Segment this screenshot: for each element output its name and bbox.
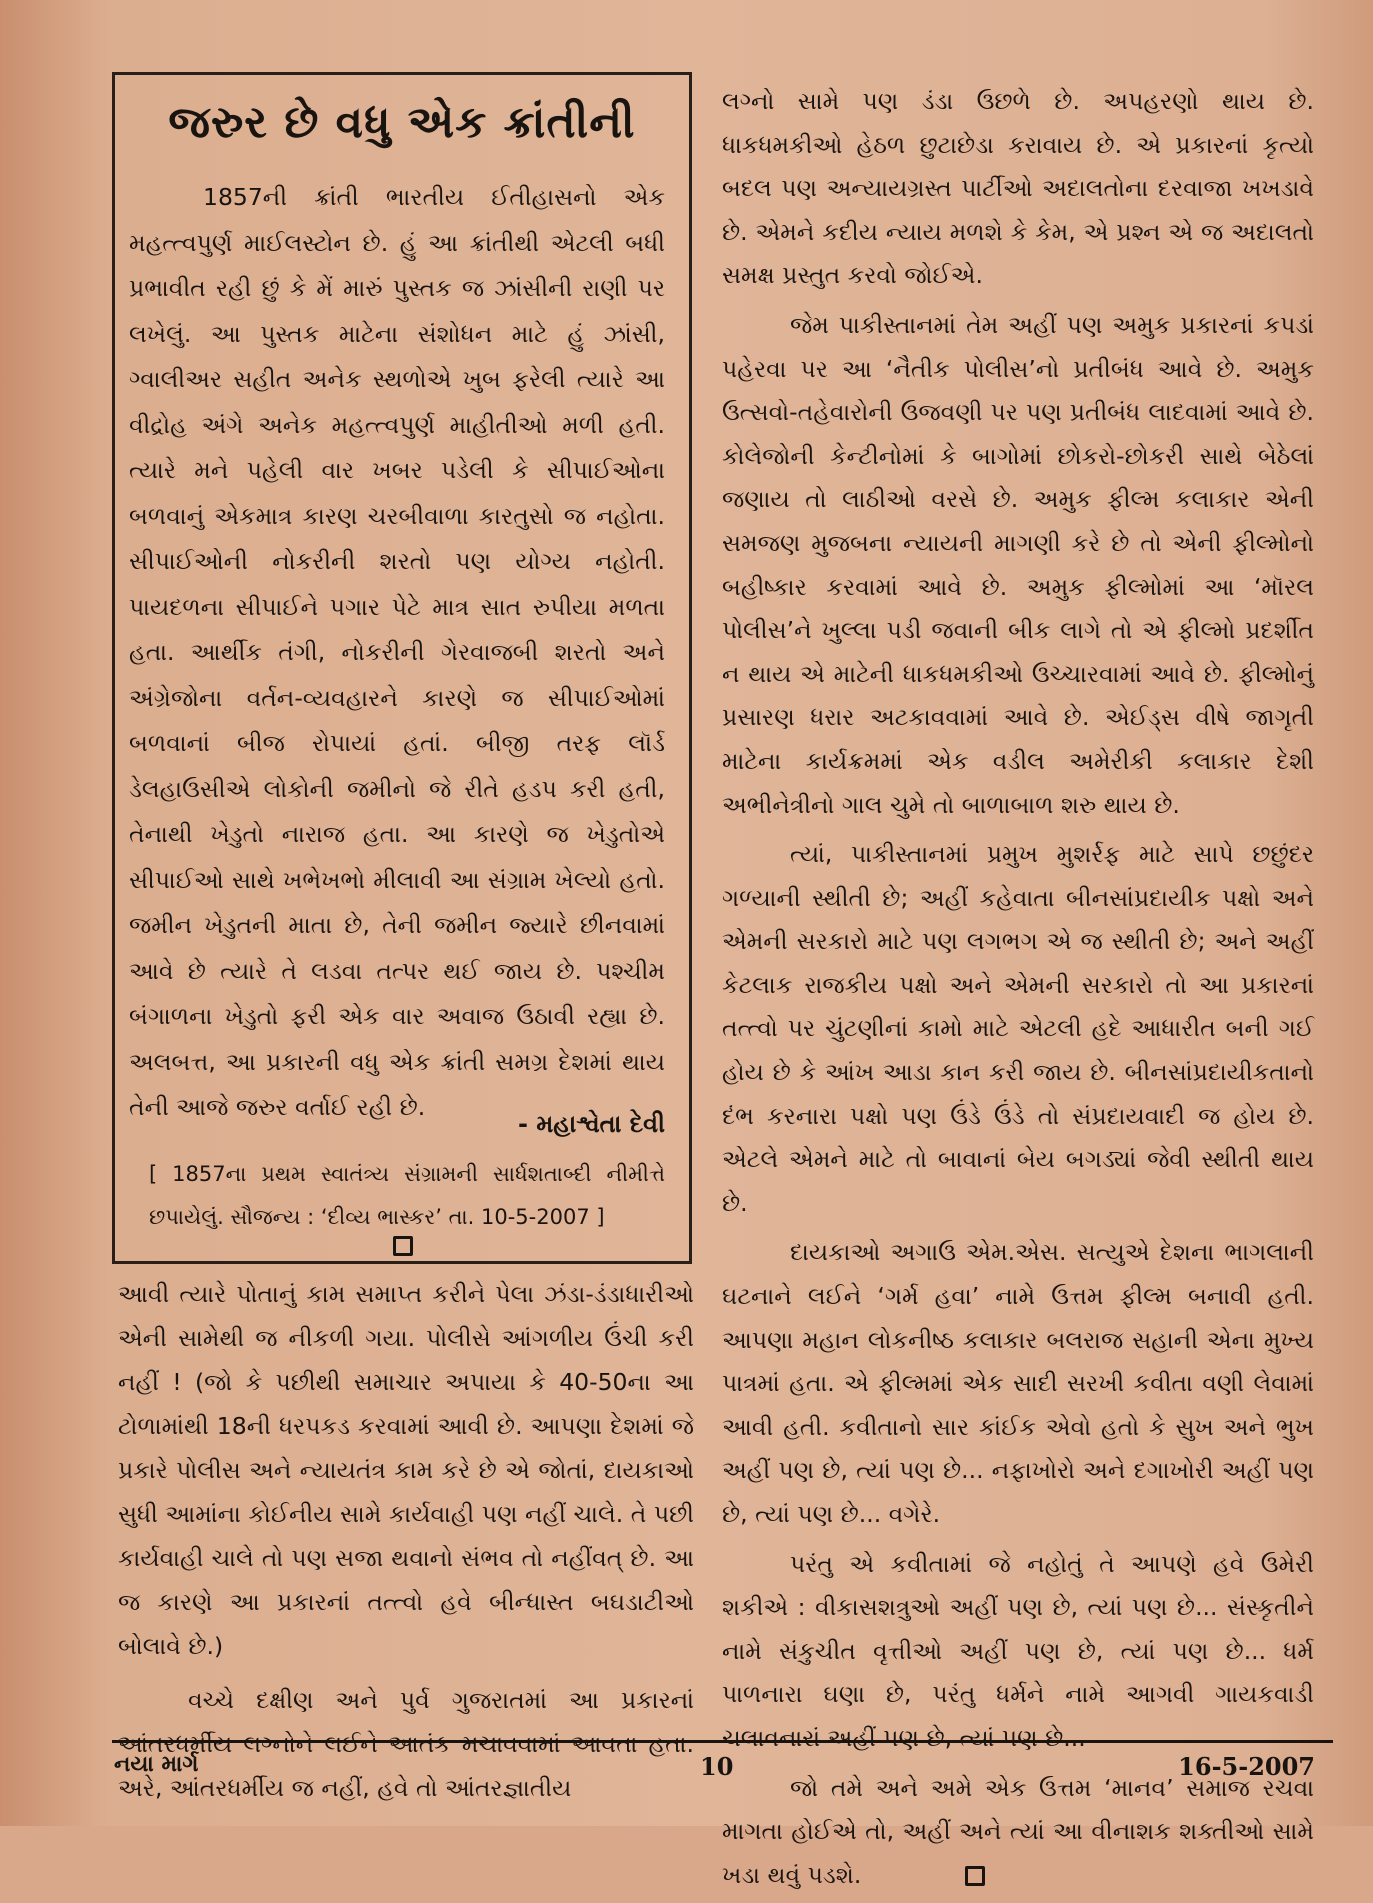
box-paragraph: 1857ની ક્રાંતી ભારતીય ઈતીહાસનો એક મહત્ત્વપુર્ણ માઈલસ્ટોન છે. હું આ ક્રાંતીથી એટલી બધી પ્રભાવીત રહી છું કે મેં મારું પુસ્તક જ ઝાંસીની રાણી પર લખેલું. આ પુસ્તક માટેના સંશોધન માટે હું ઝાંસી, ગ્વાલીઅર સહીત અનેક સ્થળોએ ખુબ ફરેલી ત્યારે આ વીદ્રોહ અંગે અનેક મહત્ત્વપુર્ણ માહીતીઓ મળી હતી. ત્યારે મને પહેલી વાર ખબર પડેલી કે સીપાઈઓના બળવાનું એકમાત્ર કારણ ચરબીવાળા કારતુસો જ નહોતા. સીપાઈઓની નોકરીની શરતો પણ યોગ્ય નહોતી. પાયદળના સીપાઈને પગાર પેટે માત્ર સાત રુપીયા મળતા હતા. આર્થીક તંગી, નોકરીની ગેરવાજબી શરતો અને અંગ્રેજોના વર્તન-વ્યવહારને કારણે જ સીપાઈઓમાં બળવાનાં બીજ રોપાયાં હતાં. બીજી તરફ લૉર્ડ ડેલહાઉસીએ લોકોની જમીનો જે રીતે હડપ કરી હતી, તેનાથી ખેડુતો નારાજ હતા. આ કારણે જ ખેડુતોએ સીપાઈઓ સાથે ખભેખભો મીલાવી આ સંગ્રામ ખેલ્યો હતો. જમીન ખેડુતની માતા છે, તેની જમીન જ્યારે છીનવામાં આવે છે ત્યારે તે લડવા તત્પર થઈ જાય છે. પશ્ચીમ બંગાળના ખેડુતો ફરી એક વાર અવાજ ઉઠાવી રહ્યા છે. અલબત્ત, આ પ્રકારની વધુ એક ક્રાંતી સમગ્ર દેશમાં થાય તેની આજે જરુર વર્તાઈ રહી છે. bbox=[129, 183, 665, 1121]
boxed-article bbox=[112, 72, 692, 1264]
issue-date: 16-5-2007 bbox=[1178, 1752, 1315, 1781]
source-citation: [ 1857ના પ્રથમ સ્વાતંત્ર્ય સંગ્રામની સાર્ધશતાબ્દી નીમીત્તે છપાયેલું. સૌજન્ય : ‘દીવ્ય ભાસ્કર’ તા. 10-5-2007 ] bbox=[149, 1162, 665, 1229]
author-signature: - મહાશ્વેતા દેવી bbox=[518, 1110, 665, 1138]
paragraph-final bbox=[722, 1767, 1314, 1898]
end-square-icon bbox=[897, 1854, 985, 1898]
footer-rule bbox=[112, 1740, 1333, 1743]
left-column-continuation bbox=[118, 1272, 694, 1810]
box-body bbox=[129, 175, 665, 1131]
magazine-name: નયા માર્ગ bbox=[114, 1752, 199, 1777]
paragraph: ત્યાં, પાકીસ્તાનમાં પ્રમુખ મુશર્રફ માટે સાપે છછુંદર ગળ્યાની સ્થીતી છે; અહીં કહેવાતા બીનસાંપ્રદાયીક પક્ષો અને એમની સરકારો માટે પણ લગભગ એ જ સ્થીતી છે; અને અહીં કેટલાક રાજકીય પક્ષો અને એમની સરકારો તો આ પ્રકારનાં તત્ત્વો પર ચુંટણીનાં કામો માટે એટલી હદે આધારીત બની ગઈ હોય છે કે આંખ આડા કાન કરી જાય છે. બીનસાંપ્રદાયીકતાનો દંભ કરનારા પક્ષો પણ ઉંડે ઉંડે તો સંપ્રદાયવાદી જ હોય છે. એટલે એમને માટે તો બાવાનાં બેય બગડ્યાં જેવી સ્થીતી થાય છે. bbox=[722, 840, 1314, 1217]
page-number: 10 bbox=[700, 1752, 734, 1781]
paragraph: પરંતુ એ કવીતામાં જે નહોતું તે આપણે હવે ઉમેરી શકીએ : વીકાસશત્રુઓ અહીં પણ છે, ત્યાં પણ છે... સંસ્કૃતીને નામે સંકુચીત વૃત્તીઓ અહીં પણ છે, ત્યાં પણ છે... ધર્મ પાળનારા ઘણા છે, પરંતુ ધર્મને નામે આગવી ગાયકવાડી ચલાવનારાં અહીં પણ છે, ત્યાં પણ છે... bbox=[722, 1549, 1314, 1752]
paragraph: જેમ પાકીસ્તાનમાં તેમ અહીં પણ અમુક પ્રકારનાં કપડાં પહેરવા પર આ ‘નૈતીક પોલીસ’નો પ્રતીબંધ આવે છે. અમુક ઉત્સવો-તહેવારોની ઉજવણી પર પણ પ્રતીબંધ લાદવામાં આવે છે. કોલેજોની કેન્ટીનોમાં કે બાગોમાં છોકરો-છોકરી સાથે બેઠેલાં જણાય તો લાઠીઓ વરસે છે. અમુક ફીલ્મ કલાકાર એની સમજણ મુજબના ન્યાયની માગણી કરે છે તો એની ફીલ્મોનો બહીષ્કાર કરવામાં આવે છે. અમુક ફીલ્મોમાં આ ‘મૉરલ પોલીસ’ને ખુલ્લા પડી જવાની બીક લાગે તો એ ફીલ્મો પ્રદર્શીત ન થાય એ માટેની ધાકધમકીઓ ઉચ્ચારવામાં આવે છે. ફીલ્મોનું પ્રસારણ ધરાર અટકાવવામાં આવે છે. એઈડ્સ વીષે જાગૃતી માટેના કાર્યક્રમમાં એક વડીલ અમેરીકી કલાકાર દેશી અભીનેત્રીનો ગાલ ચુમે તો બાળાબાળ શરુ થાય છે. bbox=[722, 310, 1314, 819]
right-column bbox=[722, 80, 1314, 1903]
paragraph: લગ્નો સામે પણ ડંડા ઉછળે છે. અપહરણો થાય છે. ધાકધમકીઓ હેઠળ છુટાછેડા કરાવાય છે. એ પ્રકારનાં કૃત્યો બદલ પણ અન્યાયગ્રસ્ત પાર્ટીઓ અદાલતોના દરવાજા ખખડાવે છે. એમને કદીય ન્યાય મળશે કે કેમ, એ પ્રશ્ન એ જ અદાલતો સમક્ષ પ્રસ્તુત કરવો જોઈએ. bbox=[722, 87, 1314, 290]
paragraph: દાયકાઓ અગાઉ એમ.એસ. સત્યુએ દેશના ભાગલાની ઘટનાને લઈને ‘ગર્મ હવા’ નામે ઉત્તમ ફીલ્મ બનાવી હતી. આપણા મહાન લોકનીષ્ઠ કલાકાર બલરાજ સહાની એના મુખ્ય પાત્રમાં હતા. એ ફીલ્મમાં એક સાદી સરખી કવીતા વણી લેવામાં આવી હતી. કવીતાનો સાર કાંઈક એવો હતો કે સુખ અને ભુખ અહીં પણ છે, ત્યાં પણ છે... નફાખોરો અને દગાખોરી અહીં પણ છે, ત્યાં પણ છે... વગેરે. bbox=[722, 1238, 1314, 1528]
end-square-icon bbox=[393, 1235, 413, 1256]
box-title: જરુર છે વધુ એક ક્રાંતીની bbox=[168, 97, 636, 148]
paragraph: આવી ત્યારે પોતાનું કામ સમાપ્ત કરીને પેલા ઝંડા-ડંડાધારીઓ એની સામેથી જ નીકળી ગયા. પોલીસે આંગળીય ઉંચી કરી નહીં ! (જો કે પછીથી સમાચાર અપાયા કે 40-50ના આ ટોળામાંથી 18ની ધરપકડ કરવામાં આવી છે. આપણા દેશમાં જે પ્રકારે પોલીસ અને ન્યાયતંત્ર કામ કરે છે એ જોતાં, દાયકાઓ સુધી આમાંના કોઈનીય સામે કાર્યવાહી પણ નહીં ચાલે. તે પછી કાર્યવાહી ચાલે તો પણ સજા થવાનો સંભવ તો નહીંવત્ છે. આ જ કારણે આ પ્રકારનાં તત્ત્વો હવે બીન્ધાસ્ત બઘડાટીઓ બોલાવે છે.) bbox=[118, 1280, 694, 1660]
paragraph-text: જો તમે અને અમે એક ઉત્તમ ‘માનવ’ સમાજ રચવા માગતા હોઈએ તો, અહીં અને ત્યાં આ વીનાશક શક્તીઓ સામે ખડા થવું પડશે. bbox=[722, 1773, 1314, 1889]
paragraph: વચ્ચે દક્ષીણ અને પુર્વ ગુજરાતમાં આ પ્રકારનાં આંતરધર્મીય લગ્નોને લઈને આતંક મચાવવામાં આવતા હતા. અરે, આંતરધર્મીય જ નહીં, હવે તો આંતરજ્ઞાતીય bbox=[118, 1686, 694, 1802]
